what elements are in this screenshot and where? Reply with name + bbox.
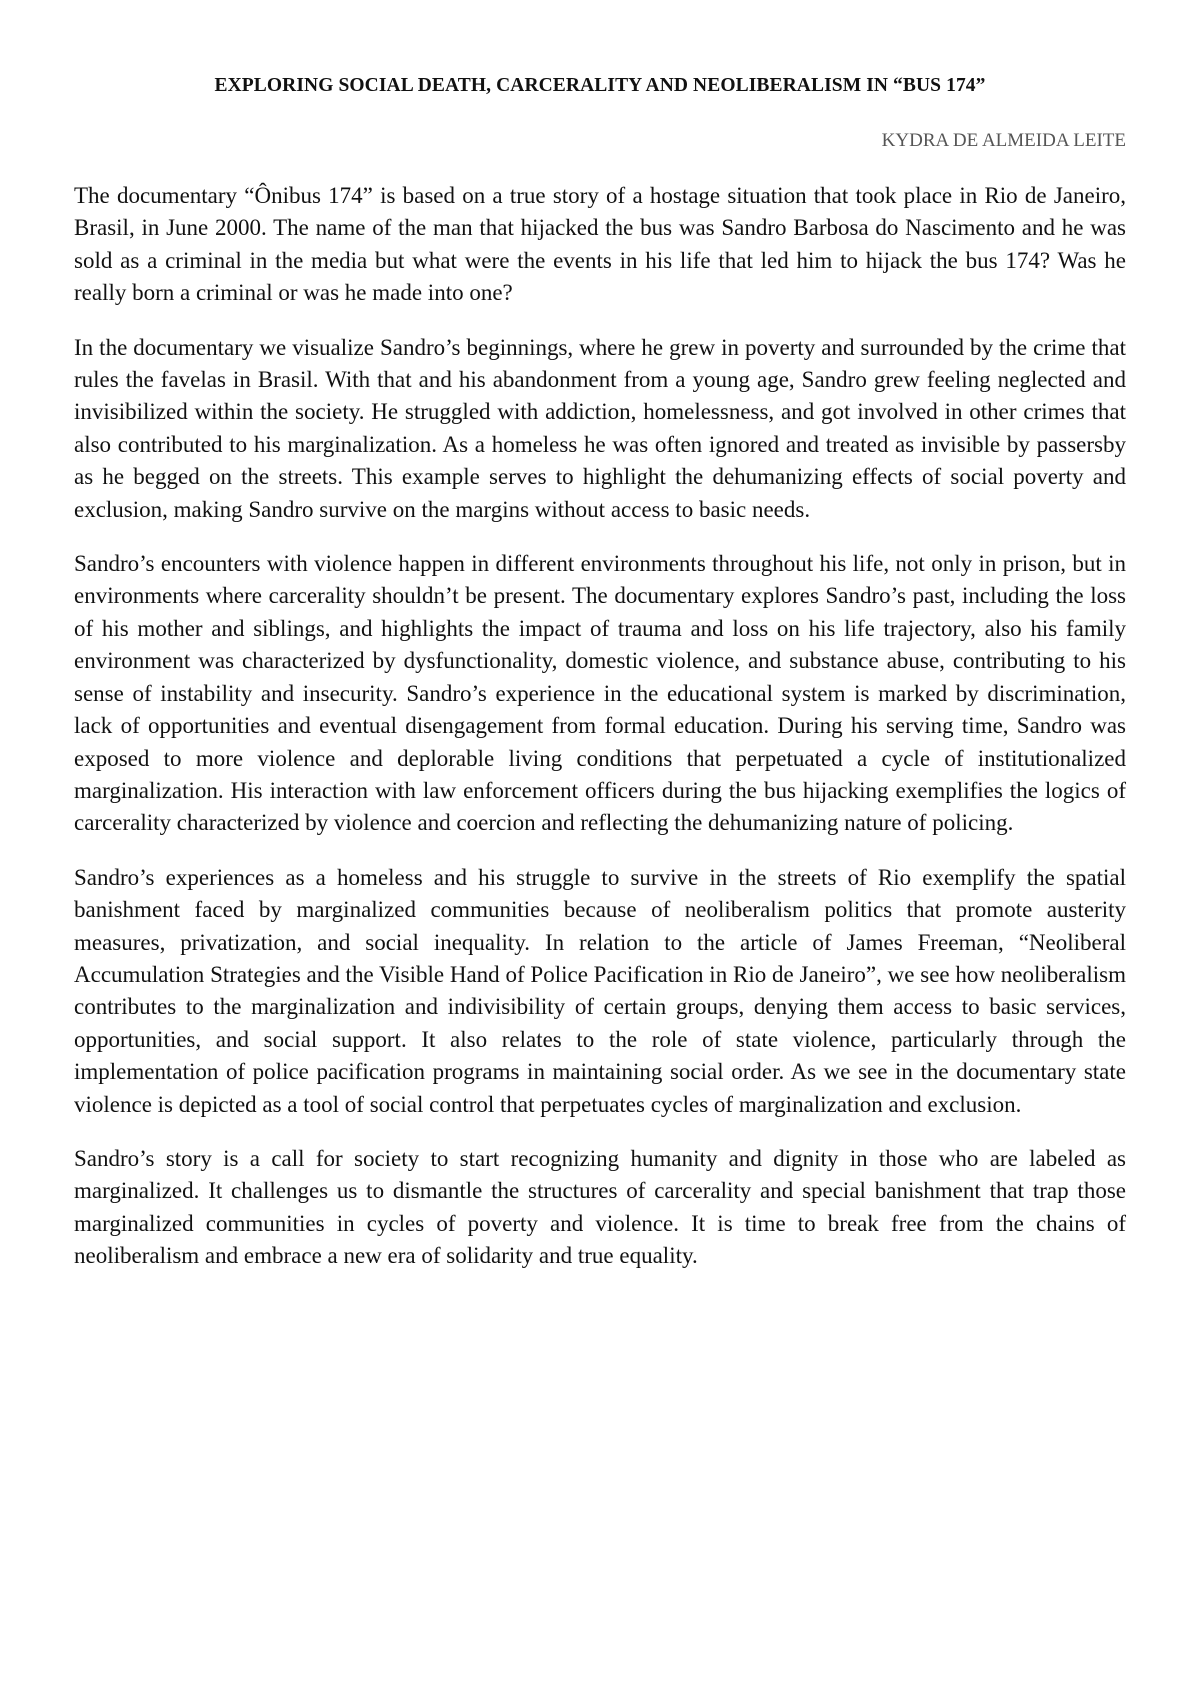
document-author: KYDRA DE ALMEIDA LEITE: [881, 130, 1126, 151]
paragraph-3: Sandro’s encounters with violence happen in different environments throughout his life, not only in prison, but in environments where carcerality shouldn’t be present. The documentary explores Sandro’s past, including the loss of his mother and siblings, and highlights the impact of trauma and loss on his life trajectory, also his family environment was characterized by dysfunctionality, domestic violence, and substance abuse, contributing to his sense of instability and insecurity. Sandro’s experience in the educational system is marked by discrimination, lack of opportunities and eventual disengagement from formal education. During his serving time, Sandro was exposed to more violence and deplorable living conditions that perpetuated a cycle of institutionalized marginalization. His interaction with law enforcement officers during the bus hijacking exemplifies the logics of carcerality characterized by violence and coercion and reflecting the dehumanizing nature of policing.: [74, 551, 1126, 836]
document-title: EXPLORING SOCIAL DEATH, CARCERALITY AND NEOLIBERALISM IN “BUS 174”: [214, 75, 986, 96]
document-body: [74, 180, 1126, 1295]
paragraph-5: Sandro’s story is a call for society to start recognizing humanity and dignity in those who are labeled as marginalized. It challenges us to dismantle the structures of carcerality and special banishment that trap those marginalized communities in cycles of poverty and violence. It is time to break free from the chains of neoliberalism and embrace a new era of solidarity and true equality.: [74, 1145, 1126, 1269]
paragraph-2: In the documentary we visualize Sandro’s beginnings, where he grew in poverty and surrounded by the crime that rules the favelas in Brasil. With that and his abandonment from a young age, Sandro grew feeling neglected and invisibilized within the society. He struggled with addiction, homelessness, and got involved in other crimes that also contributed to his marginalization. As a homeless he was often ignored and treated as invisible by passersby as he begged on the streets. This example serves to highlight the dehumanizing effects of social poverty and exclusion, making Sandro survive on the margins without access to basic needs.: [74, 334, 1126, 522]
paragraph-1: The documentary “Ônibus 174” is based on a true story of a hostage situation that took place in Rio de Janeiro, Brasil, in June 2000. The name of the man that hijacked the bus was Sandro Barbosa do Nascimento and he was sold as a criminal in the media but what were the events in his life that led him to hijack the bus 174? Was he really born a criminal or was he made into one?: [74, 183, 1126, 306]
paragraph-4: Sandro’s experiences as a homeless and his struggle to survive in the streets of Rio exemplify the spatial banishment faced by marginalized communities because of neoliberalism politics that promote austerity measures, privatization, and social inequality. In relation to the article of James Freeman, “Neoliberal Accumulation Strategies and the Visible Hand of Police Pacification in Rio de Janeiro”, we see how neoliberalism contributes to the marginalization and indivisibility of certain groups, denying them access to basic services, opportunities, and social support. It also relates to the role of state violence, particularly through the implementation of police pacification programs in maintaining social order. As we see in the documentary state violence is depicted as a tool of social control that perpetuates cycles of marginalization and exclusion.: [74, 864, 1126, 1117]
